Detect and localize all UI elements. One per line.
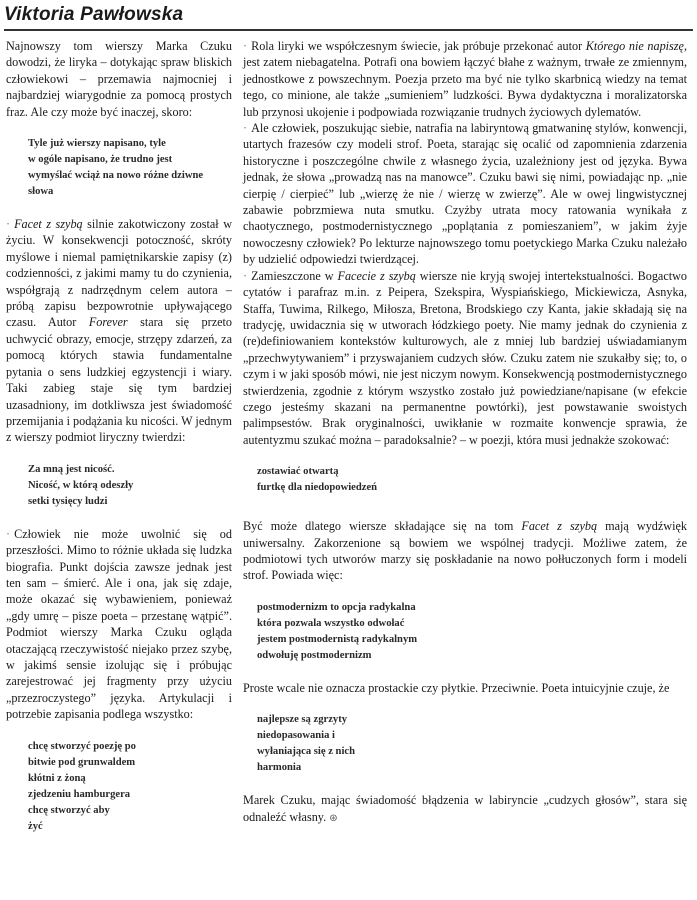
poem-quote (28, 462, 232, 510)
paragraph-text: silnie zakotwiczony został w życiu. W konsekwencji potoczność, skróty myślowe i niemal pamiętnikarskie zapisy (z) codzienności, z jakimi mamy tu do czynienia, współgrają z nadrzędnym celem autora – próbą zapisu bezpowrotnie upływającego czasu. Autor (6, 217, 232, 330)
poem-line: chcę stworzyć aby (28, 804, 110, 816)
poem-line: chcę stworzyć poezję po (28, 740, 136, 752)
poem-line: zostawiać otwartą (257, 466, 339, 478)
poem-quote (257, 600, 687, 664)
poem-line: odwołuję postmodernizm (257, 649, 372, 661)
poem-quote (257, 464, 687, 496)
author-header (4, 2, 693, 31)
paragraph-text: Ale człowiek, poszukując siebie, natrafia na labiryntową gmatwaninę stylów, konwencji, utartych frazesów czy modeli strof. Poeta, starając się ocalić od zapomnienia zdarzenia historyczne i poszczególne chwile z własnego życia, uzależniony jest od języka. Bywa jednak, że słowa „prowadzą nas na manowce”. Czuku bawi się nimi, powiadając np. „nie cierpię / cierpieć” lub „wierzę że nie / wierzę w zwierzę”. Ale w owej lingwistycznej zabawie pobrzmiewa nuta smutku. Czyżby utrata mocy ratowania wynikała z chaotycznego, postmodernistycznego „poplątania z pomieszaniem”, w jakim żyje nowoczesny człowiek? Po lekturze najnowszego tomu poetyckiego Marka Czuku należało by udzielić odpowiedzi twierdzącej. (243, 121, 687, 267)
book-title: Facecie z szybą (337, 268, 416, 283)
paragraph-mark: · (243, 121, 248, 136)
paragraph (243, 120, 687, 268)
paragraph-text: Być może dlatego wiersze składające się na tom (243, 519, 522, 534)
poem-line: Nicość, w którą odeszły (28, 479, 134, 491)
poem-line: najlepsze są zgrzyty (257, 714, 348, 726)
book-title: Którego nie napiszę (585, 39, 684, 53)
poem-line: bitwie pod grunwaldem (28, 756, 136, 768)
paragraph-mark: · (6, 217, 11, 232)
paragraph (243, 268, 687, 448)
poem-line: Tyle już wierszy napisano, tyle (28, 138, 166, 150)
poem-line: słowa (28, 186, 54, 198)
author-name: Viktoria Pawłowska (4, 4, 184, 25)
poem-line: wymyślać wciąż na nowo różne dziwne (28, 170, 204, 182)
poem-line: jestem postmodernistą radykalnym (257, 633, 418, 645)
left-column (6, 38, 232, 835)
paragraph: Najnowszy tom wierszy Marka Czuku dowodzi, że liryka – dotykając spraw bliskich człowiekowi – przemawia najmocniej i najbardziej wiarygodnie za pomocą prostych fraz. Ale czy może być inaczej, skoro: (6, 39, 232, 119)
paragraph-text: Zamieszczone w (251, 268, 338, 283)
paragraph-text: stara się przeto uchwycić obrazy, emocje, strzępy zdarzeń, za pomocą których stawia fundamentalne pytania o sens ludzkiej egzystencji i wiary. Taki zabieg staje się tym bardziej uzasadniony, im dotkliwsza jest świadomość przemijania i podążania ku nicości. W jednym z wierszy podmiot liryczny twierdzi: (6, 315, 233, 445)
paragraph-text: Marek Czuku, mając świadomość błądzenia w labiryncie „cudzych głosów”, stara się odnaleźć własny. (243, 793, 687, 824)
paragraph (6, 526, 232, 723)
paragraph (6, 216, 232, 446)
poem-line: zjedzeniu hamburgera (28, 788, 131, 800)
paragraph: Proste wcale nie oznacza prostackie czy płytkie. Przeciwnie. Poeta intuicyjnie czuje, że (243, 680, 670, 695)
paragraph (243, 38, 687, 120)
poem-quote (257, 712, 687, 776)
book-title: Facet z szybą (14, 217, 83, 232)
poem-line: żyć (28, 820, 43, 832)
poem-line: która pozwala wszystko odwołać (257, 617, 405, 629)
poem-line: Za mną jest nicość. (28, 463, 115, 475)
poem-line: wyłaniająca się z nich (257, 746, 355, 758)
poem-line: harmonia (257, 762, 302, 774)
poem-line: niedopasowania i (257, 730, 336, 742)
paragraph-text: mają wydźwięk uniwersalny. Zakorzenione są bowiem we wspólnej tradycji. Możliwe zatem, że podmiotowi tych utworów marzy się poskładanie na nowo połłuczonych form i modeli strof. Powiada więc: (243, 519, 687, 583)
paragraph-mark: · (243, 39, 248, 53)
paragraph (243, 518, 687, 584)
paragraph-text: Rola liryki we współczesnym świecie, jak próbuje przekonać autor (251, 39, 586, 53)
right-column (243, 38, 687, 827)
paragraph-text: wiersze nie kryją swojej intertekstualności. Bogactwo cytatów i parafraz m.in. z Peipera, Szekspira, Wyspiańskiego, Mickiewicza, Asnyka, Staffa, Tuwima, Rilkego, Miłosza, Bretona, Brodskiego czy Kanta, jakie składają się na tradycję, uwidacznia się w utworach łódzkiego poety. Nie mamy jednak do czynienia z (re)definiowaniem kontekstów kulturowych, ale z mniej lub bardziej uświadamianym „przechwytywaniem” i przyswajaniem cudzych słów. Czuku zatem nie szukałby się; to, o czym i w jaki sposób mówi, nie jest niczym nowym. Konsekwencją postmodernistycznego stwierdzenia, zgodnie z którym wszystko zostało już powiedziane/napisane (w efekcie czego jesteśmy skazani na permanentne powtórki), jest powstawanie swoistych palimpsestów. Brak oryginalności, uwikłanie w rozmaite konwencje sprawia, że autentyzmu szukać można – paradoksalnie? – w poezji, która musi jednakże szokować: (243, 268, 688, 447)
end-of-article-icon: ⊛ (329, 812, 338, 824)
paragraph-text: , jest zatem niebagatelna. Potrafi ona bowiem łączyć błahe z ważnym, trwałe ze zmiennym, jednostkowe z powszechnym. Poezja przeto ma być nie tylko skarbnicą wiedzy na temat tego, co minione, ale także „sumieniem” ludzkości. Bywa dydaktyczna i moralizatorska lub przynosi ukojenie i podpowiada rozwiązanie trudnych życiowych dylematów. (243, 39, 687, 119)
poem-line: furtkę dla niedopowiedzeń (257, 482, 378, 494)
poem-quote (28, 739, 232, 835)
book-title: Forever (88, 315, 128, 330)
poem-line: kłótni z żoną (28, 772, 86, 784)
poem-line: setki tysięcy ludzi (28, 495, 108, 507)
poem-line: postmodernizm to opcja radykalna (257, 601, 416, 613)
paragraph (243, 792, 687, 827)
book-title: Facet z szybą (521, 519, 598, 534)
poem-line: w ogóle napisano, że trudno jest (28, 154, 173, 166)
paragraph-mark: · (243, 268, 248, 283)
poem-quote (28, 136, 232, 200)
paragraph-mark: · (6, 526, 11, 541)
paragraph-text: Człowiek nie może uwolnić się od przeszłości. Mimo to różnie układa się ludzka biografia. Punkt dojścia zawsze jednak jest ten sam – śmierć. Ale i ona, jak się zdaje, może okazać się wybawieniem, ponieważ „gdy umrę – pisze poeta – przestanę wątpić”. Podmiot wierszy Marka Czuku ogląda otaczającą rzeczywistość niejako przez szybę, w jakimś sensie izolując się i próbując zarejestrować jej fragmenty przy użyciu „przezroczystego” języka. Artykulacji i potrzebie zapisania podlega wszystko: (6, 526, 232, 722)
